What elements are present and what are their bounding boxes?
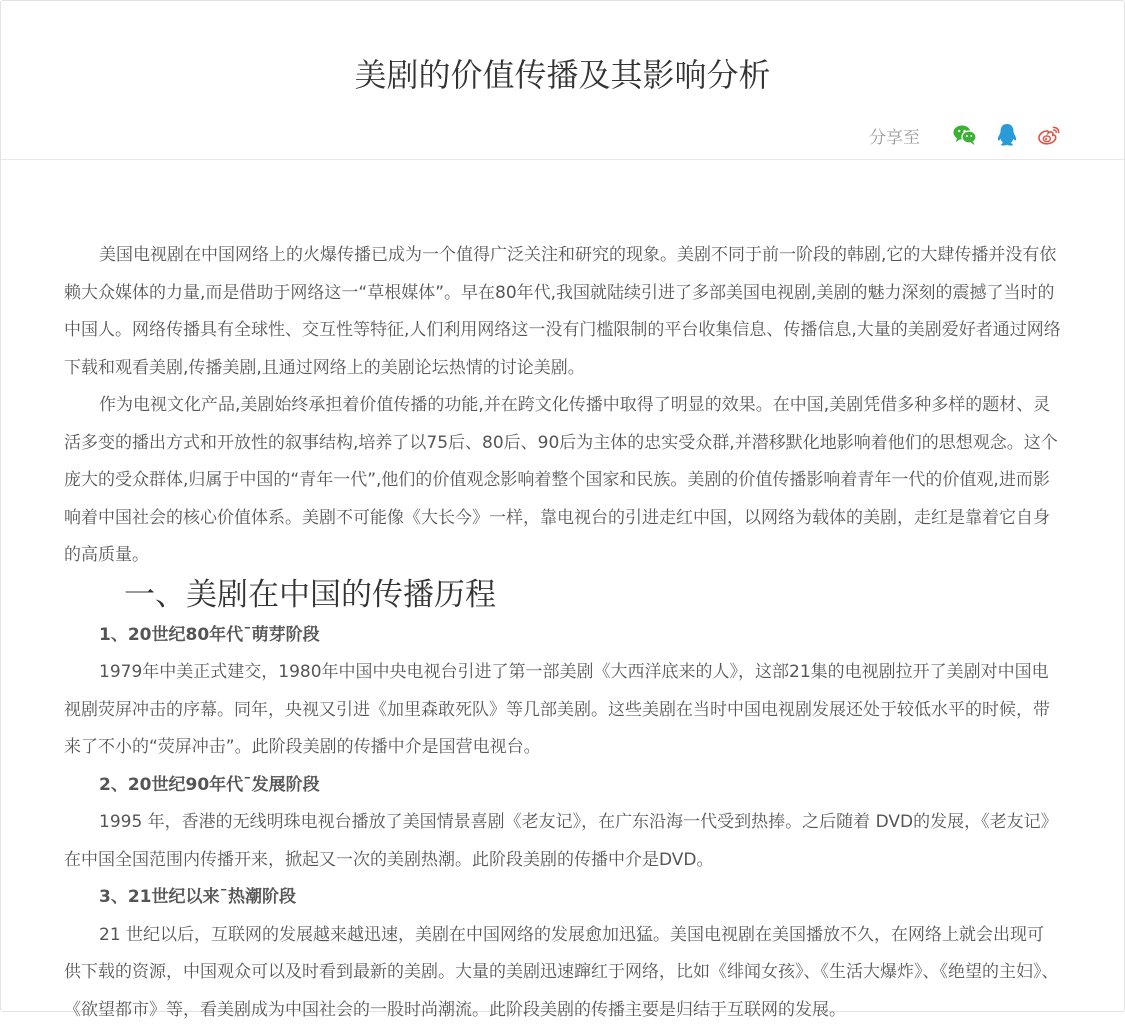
paragraph-value-spread: 作为电视文化产品,美剧始终承担着价值传播的功能,并在跨文化传播中取得了明显的效果。在中国,美剧凭借多种多样的题材、灵活多变的播出方式和开放性的叙事结构,培养了以75后、80后、90后为主体的忠实受众群,并潜移默化地影响着他们的思想观念。这个庞大的受众群体,归属于中国的“青年一代”,他们的价值观念影响着整个国家和民族。美剧的价值传播影响着青年一代的价值观,进而影响着中国社会的核心价值体系。美剧不可能像《大长今》一样，靠电视台的引进走红中国，以网络为载体的美剧，走红是靠着它自身的高质量。 xyxy=(64,387,1061,575)
subheading-80s: 1、20世纪80年代¯萌芽阶段 xyxy=(64,617,1061,655)
wechat-icon[interactable] xyxy=(952,122,978,148)
share-label: 分享至 xyxy=(869,123,920,148)
paragraph-80s: 1979年中美正式建交，1980年中国中央电视台引进了第一部美剧《大西洋底来的人》，这部21集的电视剧拉开了美剧对中国电视剧荧屏冲击的序幕。同年，央视又引进《加里森敢死队》等几部美剧。这些美剧在当时中国电视剧发展还处于较低水平的时候，带来了不小的“荧屏冲击”。此阶段美剧的传播中介是国营电视台。 xyxy=(64,654,1061,767)
article-body xyxy=(64,237,1061,1029)
article-title: 美剧的价值传播及其影响分析 xyxy=(1,55,1124,95)
subheading-21st-century: 3、21世纪以来¯热潮阶段 xyxy=(64,879,1061,917)
subheading-90s: 2、20世纪90年代¯发展阶段 xyxy=(64,767,1061,805)
qq-icon[interactable] xyxy=(994,122,1020,148)
share-bar xyxy=(869,122,1062,148)
paragraph-21st-century: 21 世纪以后，互联网的发展越来越迅速，美剧在中国网络的发展愈加迅猛。美国电视剧在美国播放不久，在网络上就会出现可供下载的资源，中国观众可以及时看到最新的美剧。大量的美剧迅速蹿红于网络，比如《绯闻女孩》、《生活大爆炸》、《绝望的主妇》、《欲望都市》等，看美剧成为中国社会的一股时尚潮流。此阶段美剧的传播主要是归结于互联网的发展。 xyxy=(64,917,1061,1029)
article-header xyxy=(1,1,1124,160)
paragraph-intro: 美国电视剧在中国网络上的火爆传播已成为一个值得广泛关注和研究的现象。美剧不同于前一阶段的韩剧,它的大肆传播并没有依赖大众媒体的力量,而是借助于网络这一“草根媒体”。早在80年代,我国就陆续引进了多部美国电视剧,美剧的魅力深刻的震撼了当时的中国人。网络传播具有全球性、交互性等特征,人们利用网络这一没有门槛限制的平台收集信息、传播信息,大量的美剧爱好者通过网络下载和观看美剧,传播美剧,且通过网络上的美剧论坛热情的讨论美剧。 xyxy=(64,237,1061,387)
section-heading: 一、美剧在中国的传播历程 xyxy=(64,573,1061,617)
paragraph-90s: 1995 年，香港的无线明珠电视台播放了美国情景喜剧《老友记》，在广东沿海一代受到热捧。之后随着 DVD的发展，《老友记》在中国全国范围内传播开来，掀起又一次的美剧热潮。此阶段美剧的传播中介是DVD。 xyxy=(64,804,1061,879)
weibo-icon[interactable] xyxy=(1036,122,1062,148)
